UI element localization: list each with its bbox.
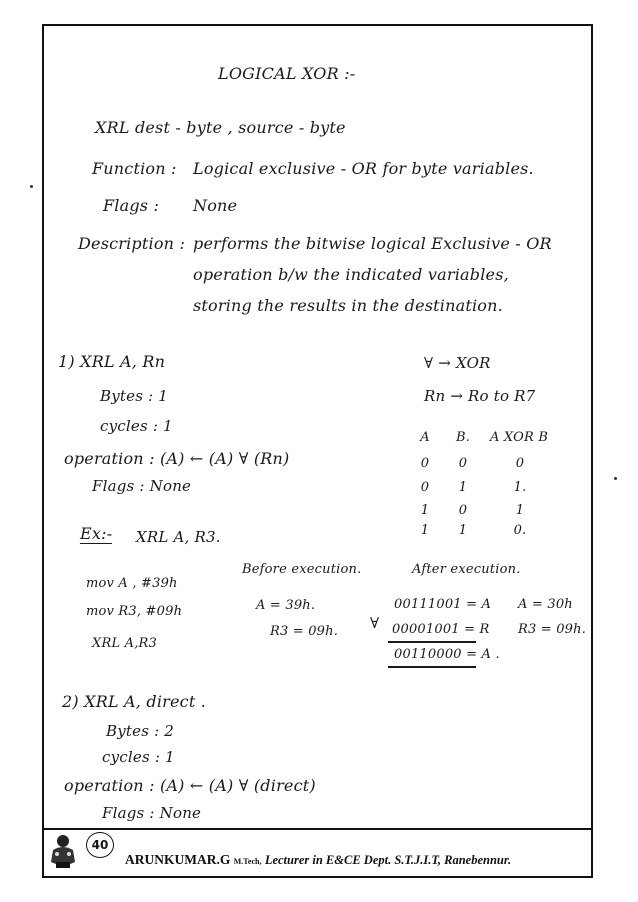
description-line: storing the results in the destination. bbox=[193, 296, 503, 315]
section2-operation: operation : (A) ← (A) ∀ (direct) bbox=[64, 776, 316, 795]
calc-result: 00110000 = A . bbox=[394, 647, 500, 662]
footer-divider bbox=[42, 828, 593, 830]
after-value: R3 = 09h. bbox=[518, 622, 587, 637]
author-role: Lecturer in E&CE Dept. S.T.J.I.T, Ranebennur. bbox=[264, 853, 512, 867]
truth-table-header: B. bbox=[455, 430, 471, 445]
xor-symbol-note: ∀ → XOR bbox=[424, 354, 491, 372]
function-label: Function : bbox=[92, 159, 177, 178]
calc-line: 00001001 = R bbox=[392, 622, 490, 637]
flags-label: Flags : bbox=[103, 196, 160, 215]
author-degree: M.Tech, bbox=[233, 857, 262, 866]
xor-operator: ∀ bbox=[370, 614, 380, 632]
truth-table-cell: 0 bbox=[420, 480, 430, 495]
calc-divider bbox=[388, 666, 476, 668]
truth-table-cell: 1 bbox=[515, 503, 525, 518]
truth-table-cell: 0 bbox=[420, 456, 430, 471]
code-line: mov A , #39h bbox=[86, 576, 178, 591]
truth-table-header: A XOR B bbox=[490, 430, 549, 445]
truth-table-header: A bbox=[420, 430, 430, 445]
syntax-line: XRL dest - byte , source - byte bbox=[95, 118, 346, 137]
truth-table-cell: 0 bbox=[458, 456, 468, 471]
section1-bytes: Bytes : 1 bbox=[100, 387, 169, 405]
truth-table-cell: 0. bbox=[513, 523, 527, 538]
section2-heading: 2) XRL A, direct . bbox=[62, 692, 207, 711]
code-line: mov R3, #09h bbox=[86, 604, 183, 619]
truth-table-cell: 0 bbox=[458, 503, 468, 518]
page-title: LOGICAL XOR :- bbox=[218, 64, 356, 83]
institution-logo-icon bbox=[48, 832, 78, 870]
section1-heading: 1) XRL A, Rn bbox=[58, 352, 166, 371]
section2-cycles: cycles : 1 bbox=[102, 748, 175, 766]
function-value: Logical exclusive - OR for byte variables. bbox=[193, 159, 534, 178]
section2-bytes: Bytes : 2 bbox=[106, 722, 175, 740]
after-value: A = 30h bbox=[518, 597, 573, 612]
page-number: 40 bbox=[86, 832, 114, 858]
section1-flags: Flags : None bbox=[92, 477, 192, 495]
section1-cycles: cycles : 1 bbox=[100, 417, 173, 435]
section1-operation: operation : (A) ← (A) ∀ (Rn) bbox=[64, 449, 290, 468]
flags-value: None bbox=[193, 196, 238, 215]
calc-divider bbox=[388, 641, 476, 643]
truth-table-cell: 1 bbox=[420, 503, 430, 518]
margin-mark bbox=[30, 185, 33, 188]
calc-line: 00111001 = A bbox=[394, 597, 492, 612]
truth-table-cell: 0 bbox=[515, 456, 525, 471]
before-value: A = 39h. bbox=[256, 598, 316, 613]
description-line: performs the bitwise logical Exclusive - OR bbox=[193, 234, 552, 253]
section2-flags: Flags : None bbox=[102, 804, 202, 822]
before-value: R3 = 09h. bbox=[270, 624, 339, 639]
before-heading: Before execution. bbox=[242, 562, 362, 577]
truth-table-cell: 1 bbox=[458, 523, 468, 538]
truth-table-cell: 1. bbox=[513, 480, 527, 495]
example-label: Ex:- bbox=[80, 524, 113, 543]
truth-table-cell: 1 bbox=[458, 480, 468, 495]
truth-table-cell: 1 bbox=[420, 523, 430, 538]
author-name: ARUNKUMAR.G bbox=[125, 852, 231, 867]
description-line: operation b/w the indicated variables, bbox=[193, 265, 509, 284]
after-heading: After execution. bbox=[412, 562, 521, 577]
register-range-note: Rn → Ro to R7 bbox=[424, 387, 536, 405]
description-label: Description : bbox=[78, 234, 186, 253]
footer-credit bbox=[125, 852, 511, 868]
example-instruction: XRL A, R3. bbox=[136, 528, 221, 546]
margin-mark bbox=[614, 477, 617, 480]
code-line: XRL A,R3 bbox=[92, 636, 157, 651]
